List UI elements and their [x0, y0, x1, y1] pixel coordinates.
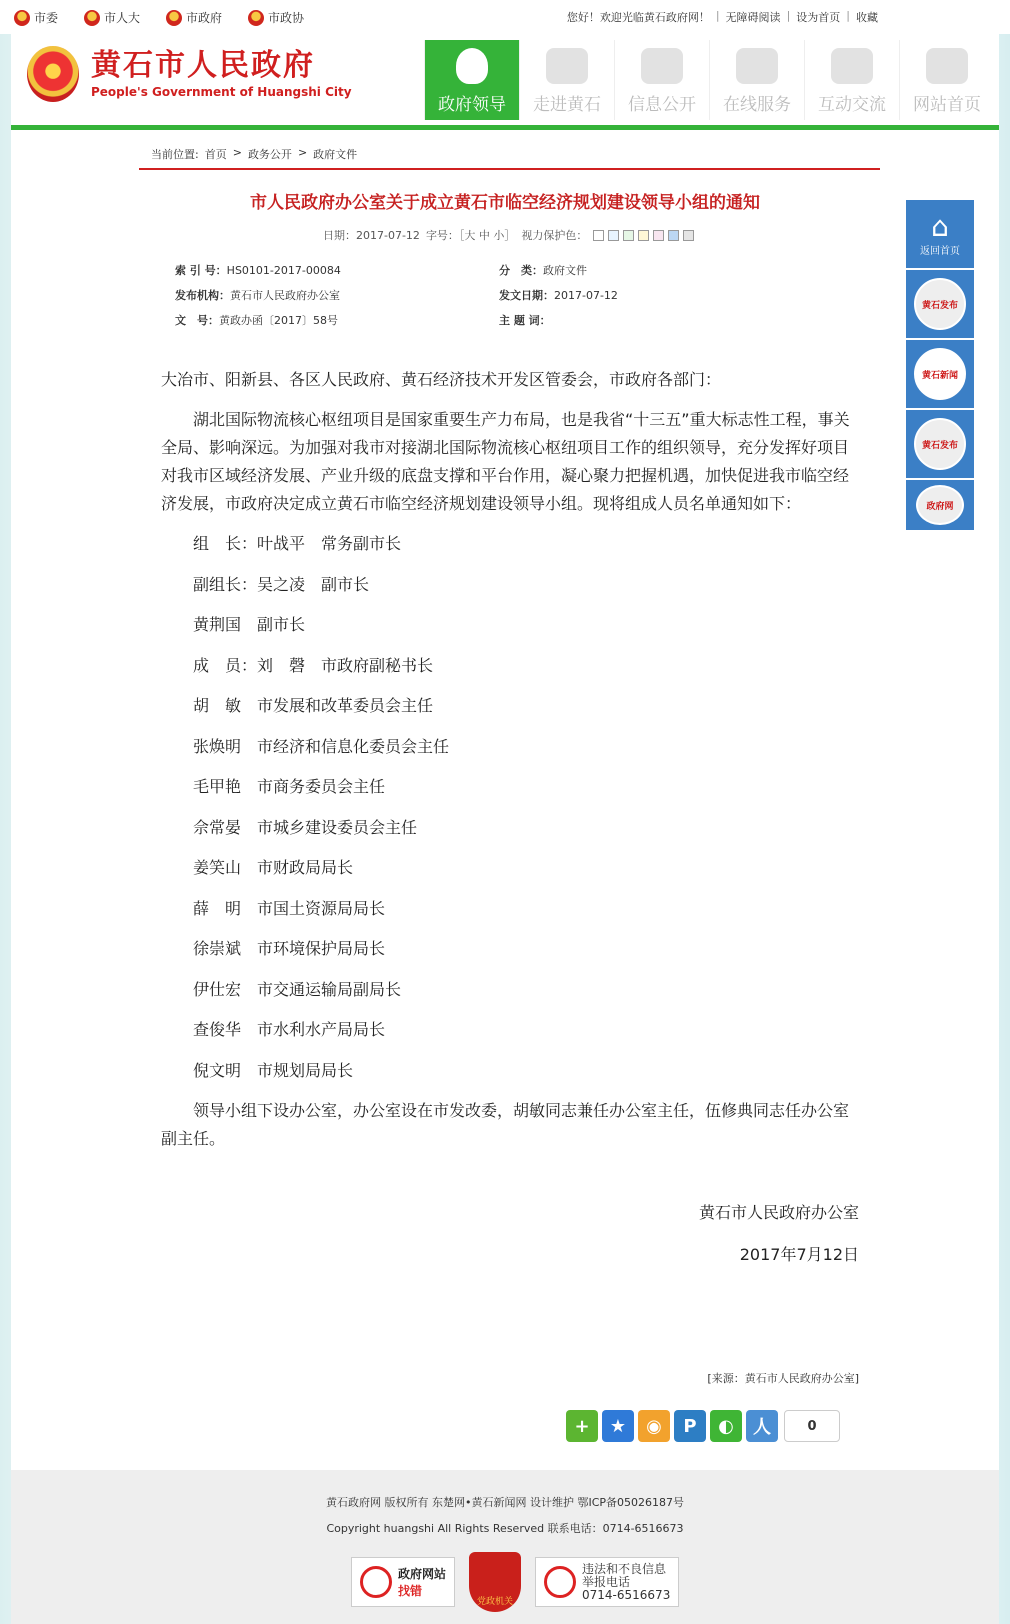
publisher-label: 发布机构：	[175, 289, 230, 302]
breadcrumb-gov-affairs[interactable]: 政务公开	[247, 148, 292, 161]
sidebar-label: 黄石新闻	[921, 370, 958, 381]
category-label: 分 类：	[499, 264, 543, 277]
member-item: 组 长：叶战平 常务副市长	[193, 534, 402, 553]
party-emblem-icon	[14, 10, 30, 26]
member-item: 查俊华 市水利水产局局长	[193, 1020, 386, 1039]
huangshi-news-icon	[914, 348, 966, 400]
top-link-label: 市政协	[268, 11, 305, 25]
person-icon	[456, 48, 488, 84]
nav-label: 信息公开	[628, 95, 696, 115]
floating-sidebar	[906, 200, 974, 532]
title-divider	[139, 168, 880, 170]
member-item: 倪文明 市规划局局长	[193, 1060, 354, 1080]
article-date: 日期：2017-07-12	[323, 229, 420, 242]
font-size-switch[interactable]: 字号：［大 中 小］	[425, 229, 516, 242]
eye-care-label: 视力保护色：	[521, 229, 588, 242]
issue-date-value: 2017-07-12	[554, 289, 618, 302]
paragraph-1: 湖北国际物流核心枢纽项目是国家重要生产力布局，也是我省“十三五”重大标志性工程，事关全局、影响深远。为加强对我市对接湖北国际物流核心枢纽项目工作的组织领导，充分发挥好项目对我市区域经济发展、产业升级的底盘支撑和平台作用，凝心聚力把握机遇，加快促进我市临空经济发展，市政府决定成立黄石市临空经济规划建设领导小组。现将组成人员名单通知如下：	[161, 410, 850, 513]
footer-badges	[351, 1552, 679, 1612]
badge-title: 违法和不良信息	[582, 1561, 667, 1576]
badge-label: 党政机关	[477, 1597, 514, 1607]
share-tencent-icon[interactable]: P	[674, 1410, 706, 1442]
site-name: 黄石市人民政府	[91, 48, 315, 83]
breadcrumb-gov-docs[interactable]: 政府文件	[313, 148, 358, 161]
member-item: 姜笑山 市财政局局长	[193, 858, 354, 877]
share-renren-icon[interactable]: 人	[746, 1410, 778, 1442]
chat-icon	[831, 48, 873, 84]
eye-care-swatch[interactable]	[593, 230, 604, 241]
member-item: 徐崇斌 市环境保护局局长	[193, 939, 386, 958]
gov-emblem-icon	[916, 485, 964, 525]
article-meta	[323, 227, 694, 243]
top-right-links: 您好！欢迎光临黄石政府网！ | 无障碍阅读 | 设为首页 | 收藏	[566, 9, 878, 24]
sidebar-label: 黄石发布	[921, 300, 958, 311]
eye-care-swatch[interactable]	[668, 230, 679, 241]
huangshi-release-icon	[914, 278, 966, 330]
article-source: [来源：黄石市人民政府办公室]	[707, 1372, 859, 1385]
accessibility-link[interactable]: 无障碍阅读	[725, 11, 781, 24]
gov-site-error-report[interactable]	[351, 1557, 455, 1607]
set-home-link[interactable]: 设为首页	[796, 11, 841, 24]
eye-care-swatches	[593, 230, 694, 241]
search-icon	[360, 1566, 392, 1598]
welcome-text: 您好！欢迎光临黄石政府网！	[566, 11, 710, 24]
member-list	[161, 530, 861, 1085]
nav-label: 网站首页	[913, 95, 981, 115]
subject-label: 主 题 词：	[499, 314, 551, 327]
nav-label: 在线服务	[723, 95, 791, 115]
article-title: 市人民政府办公室关于成立黄石市临空经济规划建设领导小组的通知	[250, 193, 760, 213]
member-item: 成 员：刘 磬 市政府副秘书长	[193, 655, 434, 675]
eye-care-swatch[interactable]	[608, 230, 619, 241]
footer-copyright: 黄石政府网 版权所有 东楚网•黄石新闻网 设计维护 鄂ICP备05026187号	[325, 1496, 685, 1509]
headset-icon	[736, 48, 778, 84]
home-icon	[926, 48, 968, 84]
site-footer	[11, 1470, 999, 1624]
sidebar-gov-emblem[interactable]	[906, 480, 974, 530]
share-count: 0	[784, 1410, 840, 1442]
category-value: 政府文件	[543, 264, 587, 277]
member-item: 毛甲艳 市商务委员会主任	[193, 777, 386, 796]
sidebar-label: 返回首页	[920, 245, 960, 257]
share-more-icon[interactable]: +	[566, 1410, 598, 1442]
member-item: 张焕明 市经济和信息化委员会主任	[193, 736, 450, 756]
badge-subtitle: 举报电话	[582, 1574, 631, 1589]
paragraph-2: 领导小组下设办公室，办公室设在市发改委，胡敏同志兼任办公室主任，伍修典同志任办公室副主任。	[161, 1101, 850, 1148]
nav-government-leaders[interactable]	[424, 40, 519, 120]
top-link-cppcc[interactable]	[248, 9, 304, 26]
nav-label: 互动交流	[818, 95, 886, 115]
top-link-label: 市政府	[186, 11, 223, 25]
nav-label: 政府领导	[438, 95, 506, 115]
breadcrumb-label: 当前位置:	[151, 148, 199, 161]
favorite-link[interactable]: 收藏	[856, 11, 878, 24]
badge-title: 政府网站	[398, 1567, 447, 1581]
site-logo[interactable]	[27, 46, 352, 102]
publisher-value: 黄石市人民政府办公室	[230, 289, 340, 302]
member-item: 黄荆国 副市长	[193, 615, 306, 634]
site-header	[11, 34, 999, 130]
emblem-icon	[84, 10, 100, 26]
main-nav	[424, 40, 994, 120]
emblem-icon	[166, 10, 182, 26]
sidebar-label: 政府网	[926, 501, 954, 512]
badge-subtitle: 找错	[398, 1584, 423, 1598]
salutation: 大冶市、阳新县、各区人民政府、黄石经济技术开发区管委会，市政府各部门：	[161, 370, 722, 389]
top-link-party[interactable]	[14, 9, 58, 26]
top-links	[14, 9, 304, 26]
eye-care-swatch[interactable]	[653, 230, 664, 241]
share-wechat-icon[interactable]: ◐	[710, 1410, 742, 1442]
sidebar-back-home[interactable]	[906, 200, 974, 268]
site-name-en: People's Government of Huangshi City	[91, 85, 352, 99]
home-icon: ⌂	[931, 209, 949, 243]
member-item: 佘常晏 市城乡建设委员会主任	[193, 817, 418, 837]
nav-interaction[interactable]	[804, 40, 899, 120]
nav-home[interactable]	[899, 40, 994, 120]
top-link-government[interactable]	[166, 9, 222, 26]
sign-date: 2017年7月12日	[739, 1245, 859, 1264]
top-link-label: 市委	[34, 11, 59, 25]
document-icon	[641, 48, 683, 84]
badge-phone: 0714-6516673	[582, 1587, 671, 1602]
member-item: 伊仕宏 市交通运输局副局长	[193, 979, 402, 999]
eye-care-swatch[interactable]	[638, 230, 649, 241]
doc-number-label: 文 号：	[175, 314, 219, 327]
doc-number-value: 黄政办函〔2017〕58号	[219, 314, 338, 327]
member-item: 副组长：吴之凌 副市长	[193, 574, 370, 594]
sidebar-huangshi-release[interactable]	[906, 270, 974, 338]
top-link-congress[interactable]	[84, 9, 140, 26]
eye-care-swatch[interactable]	[683, 230, 694, 241]
nav-online-service[interactable]	[709, 40, 804, 120]
article-container	[11, 130, 999, 1470]
sidebar-weibo[interactable]	[906, 410, 974, 478]
phone-icon	[544, 1566, 576, 1598]
weibo-icon	[914, 418, 966, 470]
index-value: HS0101-2017-00084	[226, 264, 341, 277]
sidebar-label: 黄石发布	[921, 440, 958, 451]
top-bar	[0, 0, 1010, 34]
top-link-label: 市人大	[104, 11, 141, 25]
breadcrumb: 当前位置: 首页 > 政务公开 > 政府文件	[151, 146, 358, 161]
signature: 黄石市人民政府办公室	[698, 1203, 859, 1222]
party-org-badge[interactable]	[469, 1552, 521, 1612]
share-weibo-icon[interactable]: ◉	[638, 1410, 670, 1442]
nav-label: 走进黄石	[533, 95, 601, 115]
index-label: 索 引 号：	[175, 264, 227, 277]
eye-care-swatch[interactable]	[623, 230, 634, 241]
nav-info-disclosure[interactable]	[614, 40, 709, 120]
share-bar	[566, 1410, 840, 1442]
illegal-info-report[interactable]	[535, 1557, 679, 1607]
building-icon	[546, 48, 588, 84]
member-item: 胡 敏 市发展和改革委员会主任	[193, 696, 434, 715]
share-qzone-icon[interactable]: ★	[602, 1410, 634, 1442]
sidebar-huangshi-news[interactable]	[906, 340, 974, 408]
article-body	[161, 366, 861, 1153]
breadcrumb-home[interactable]: 首页	[204, 148, 227, 161]
nav-about-huangshi[interactable]	[519, 40, 614, 120]
national-emblem-icon	[27, 46, 79, 102]
issue-date-label: 发文日期：	[499, 289, 554, 302]
emblem-icon	[248, 10, 264, 26]
footer-contact: Copyright huangshi All Rights Reserved 联系电话：0714-6516673	[326, 1522, 684, 1535]
member-item: 薛 明 市国土资源局局长	[193, 898, 386, 918]
